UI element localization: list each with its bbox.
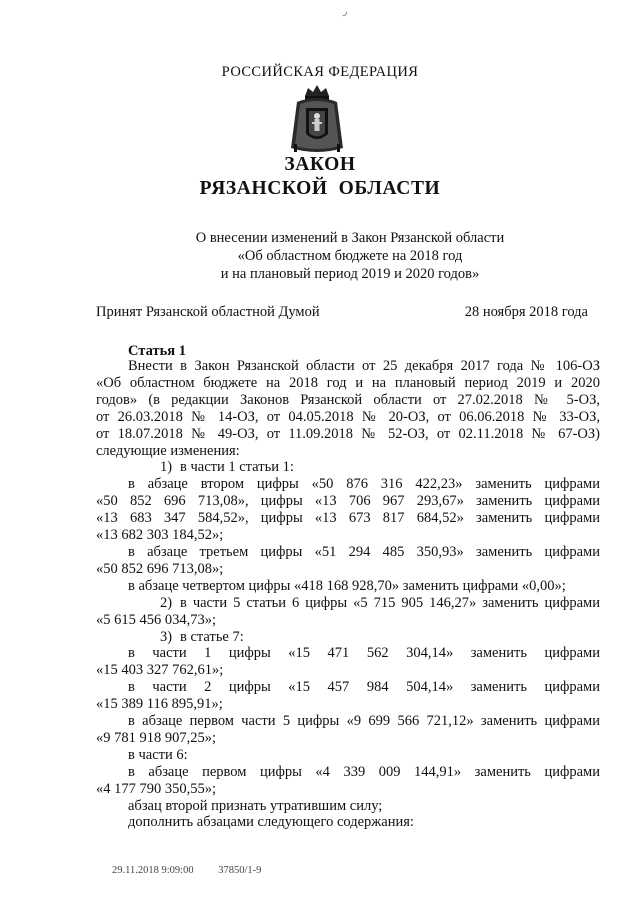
paragraph-line: «5 615 456 034,73»; (96, 611, 217, 628)
paragraph-line: «13 682 303 184,52»; (96, 527, 224, 544)
paragraph-line: в абзаце третьем цифры «51 294 485 350,93» заменить цифрами (128, 543, 600, 560)
subject-line1: О внесении изменений в Закон Рязанской области (195, 230, 505, 246)
paragraph-line: в части 1 цифры «15 471 562 304,14» заменить цифрами (128, 645, 600, 662)
law-title-line2: РЯЗАНСКОЙ ОБЛАСТИ (199, 178, 441, 199)
item-number: 3) (160, 628, 173, 645)
subject-line3: и на плановый период 2019 и 2020 годов» (220, 266, 480, 282)
item-text: в статье 7: (180, 628, 244, 645)
paragraph-line: в части 2 цифры «15 457 984 504,14» заменить цифрами (128, 679, 600, 696)
paragraph-line: «4 177 790 350,55»; (96, 780, 217, 797)
intro-line: следующие изменения: (96, 442, 240, 459)
law-title-line1: ЗАКОН (284, 154, 356, 175)
footer-doc-code: 37850/1-9 (218, 865, 262, 876)
adopted-by: Принят Рязанской областной Думой (96, 304, 320, 320)
article-body (96, 358, 600, 831)
item-text: в части 1 статьи 1: (180, 459, 294, 476)
intro-line: Внести в Закон Рязанской области от 25 декабря 2017 года № 106-ОЗ (128, 358, 600, 374)
subject-line2: «Об областном бюджете на 2018 год (237, 248, 463, 264)
paragraph-line: в абзаце втором цифры «50 876 316 422,23» заменить цифрами (128, 476, 600, 493)
coat-of-arms-icon (287, 82, 347, 156)
paragraph-line: в части 6: (128, 746, 188, 763)
adopted-date: 28 ноября 2018 года (464, 304, 588, 320)
adoption-line (96, 304, 588, 321)
law-title (0, 153, 640, 201)
intro-line: годов» (в редакции Законов Рязанской области от 27.02.2018 № 5-ОЗ, (96, 391, 600, 408)
paragraph-line: «9 781 918 907,25»; (96, 729, 217, 746)
article-title: Статья 1 (128, 343, 186, 359)
intro-line: от 18.07.2018 № 49-ОЗ, от 11.09.2018 № 52-ОЗ, от 02.11.2018 № 67-ОЗ) (96, 425, 600, 442)
top-mark: ر (343, 6, 348, 16)
list-item-2 (96, 595, 600, 612)
list-item-1 (96, 459, 600, 476)
paragraph-line: в абзаце первом части 5 цифры «9 699 566 721,12» заменить цифрами (128, 713, 600, 730)
footer-timestamp: 29.11.2018 9:09:00 (112, 865, 194, 876)
item-number: 1) (160, 459, 173, 476)
list-item-3 (96, 629, 600, 646)
intro-line: «Об областном бюджете на 2018 год и на плановый период 2019 и 2020 (96, 374, 600, 391)
footer-meta (112, 865, 283, 876)
paragraph-line: дополнить абзацами следующего содержания: (128, 814, 414, 831)
paragraph-line: «50 852 696 713,08», цифры «13 706 967 293,67» заменить цифрами (96, 493, 600, 510)
country-heading: РОССИЙСКАЯ ФЕДЕРАЦИЯ (221, 64, 419, 80)
paragraph-line: в абзаце четвертом цифры «418 168 928,70» заменить цифрами «0,00»; (128, 577, 566, 594)
paragraph-line: в абзаце первом цифры «4 339 009 144,91» заменить цифрами (128, 763, 600, 780)
paragraph-line: «13 683 347 584,52», цифры «13 673 817 684,52» заменить цифрами (96, 510, 600, 527)
intro-line: от 26.03.2018 № 14-ОЗ, от 04.05.2018 № 20-ОЗ, от 06.06.2018 № 33-ОЗ, (96, 408, 600, 425)
paragraph-line: «15 389 116 895,91»; (96, 696, 223, 713)
paragraph-line: «50 852 696 713,08»; (96, 560, 224, 577)
item-number: 2) (160, 594, 173, 611)
paragraph-line: «15 403 327 762,61»; (96, 662, 224, 679)
law-subject (140, 229, 560, 283)
item-text: в части 5 статьи 6 цифры «5 715 905 146,27» заменить цифрами (180, 594, 600, 611)
paragraph-line: абзац второй признать утратившим силу; (128, 797, 383, 814)
